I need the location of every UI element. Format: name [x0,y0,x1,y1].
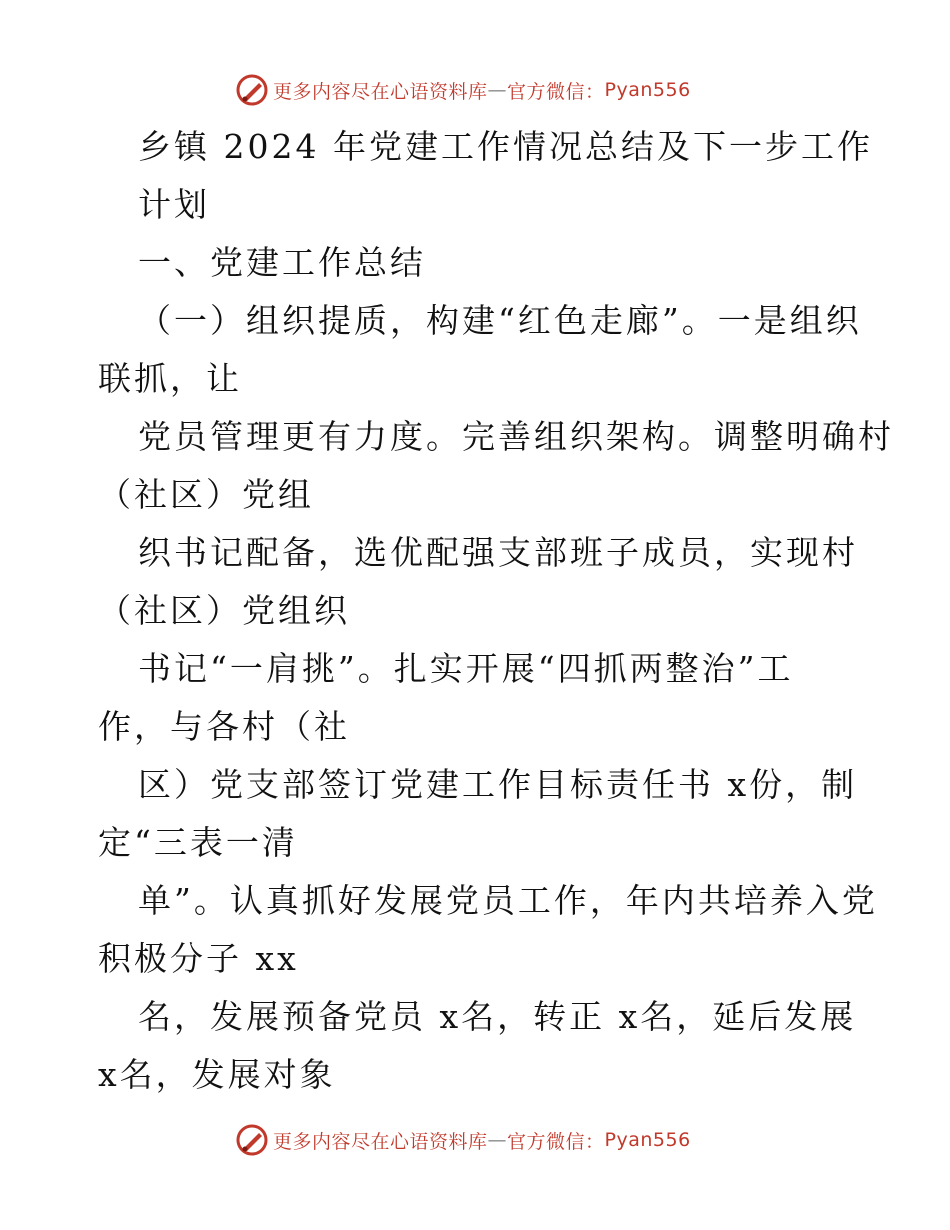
watermark-official-label: 官方微信： [507,80,605,103]
watermark-handle: Pyan556 [604,79,691,101]
watermark-dash: — [487,79,508,101]
paragraph-line: 单”。认真抓好发展党员工作，年内共培养入党 [138,881,878,920]
watermark-handle: Pyan556 [604,1129,691,1151]
paragraph-line: 区）党支部签订党建工作目标责任书 x份，制 [138,765,858,804]
paragraph-line: x名，发展对象 [98,1055,336,1094]
pen-logo-icon [235,1123,269,1157]
doc-title-line-2: 计划 [138,185,210,224]
paragraph-line: （社区）党组 [98,475,314,514]
watermark-dash: — [487,1129,508,1151]
doc-title-line-1: 乡镇 2024 年党建工作情况总结及下一步工作 [138,127,873,166]
paragraph-line: 党员管理更有力度。完善组织架构。调整明确村 [138,417,894,456]
paragraph-line: 积极分子 xx [98,939,299,978]
watermark-official-label: 官方微信： [507,1130,605,1153]
paragraph-line: 联抓，让 [98,359,242,398]
watermark-main-text: 更多内容尽在心语资料库 [273,1130,488,1153]
section-heading: 一、党建工作总结 [138,243,426,282]
paragraph-line: （一）组织提质，构建“红色走廊”。一是组织 [138,301,862,340]
watermark-main-text: 更多内容尽在心语资料库 [273,80,488,103]
pen-logo-icon [235,73,269,107]
paragraph-line: （社区）党组织 [98,591,350,630]
paragraph-line: 书记“一肩挑”。扎实开展“四抓两整治”工 [138,649,794,688]
watermark-footer [235,1120,755,1160]
paragraph-line: 织书记配备，选优配强支部班子成员，实现村 [138,533,858,572]
paragraph-line: 作，与各村（社 [98,707,350,746]
watermark-header [235,70,755,110]
paragraph-line: 定“三表一清 [98,823,298,862]
document-body [98,118,894,1104]
paragraph-line: 名，发展预备党员 x名，转正 x名，延后发展 [138,997,857,1036]
